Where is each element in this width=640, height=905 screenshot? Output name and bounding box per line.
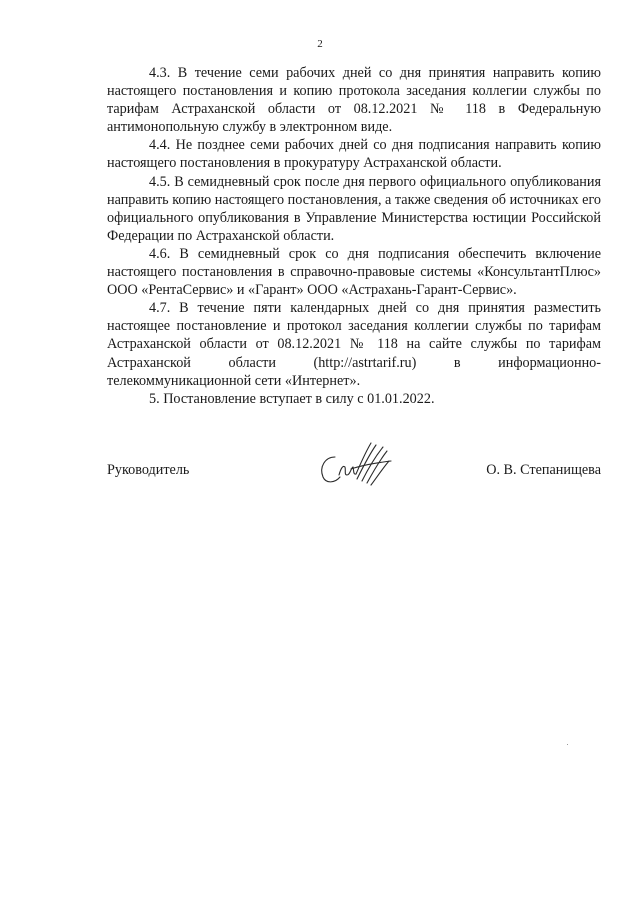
paragraph-4-5: 4.5. В семидневный срок после дня первого официального опубликования направить копию настоящего постановления, а также сведения об источниках его официального опубликования в Управление Министерства юстиции Российской Федерации по Астраханской области. — [107, 173, 601, 244]
paragraph-4-4: 4.4. Не позднее семи рабочих дней со дня подписания направить копию настоящего постановления в прокуратуру Астраханской области. — [107, 137, 601, 172]
paragraph-4-3: 4.3. В течение семи рабочих дней со дня принятия направить копию настоящего постановления и копию протокола заседания коллегии службы по тарифам Астраханской области от 08.12.2021 № 118 в Федеральную антимонопольную службу в электронном виде. — [107, 65, 601, 136]
signatory-title: Руководитель — [107, 462, 190, 478]
signature-block — [107, 455, 601, 515]
paragraph-4-6: 4.6. В семидневный срок со дня подписания обеспечить включение настоящего постановления в справочно-правовые системы «КонсультантПлюс» ООО «РентаСервис» и «Гарант» ООО «Астрахань-Гарант-Сервис». — [107, 245, 601, 299]
paragraph-4-7: 4.7. В течение пяти календарных дней со дня принятия разместить настоящее постановление и протокол заседания коллегии службы по тарифам Астраханской области от 08.12.2021 № 118 на сайте службы по тарифам Астраханской области (http://astrtarif.ru) в информационно-телекоммуникационной сети «Интернет». — [107, 300, 601, 389]
signatory-name: О. В. Степанищева — [486, 462, 601, 478]
scan-speck — [567, 744, 568, 745]
handwritten-signature — [313, 435, 403, 491]
page-number: 2 — [317, 38, 323, 50]
document-body — [107, 64, 601, 408]
paragraph-5: 5. Постановление вступает в силу с 01.01.2022. — [149, 390, 435, 407]
